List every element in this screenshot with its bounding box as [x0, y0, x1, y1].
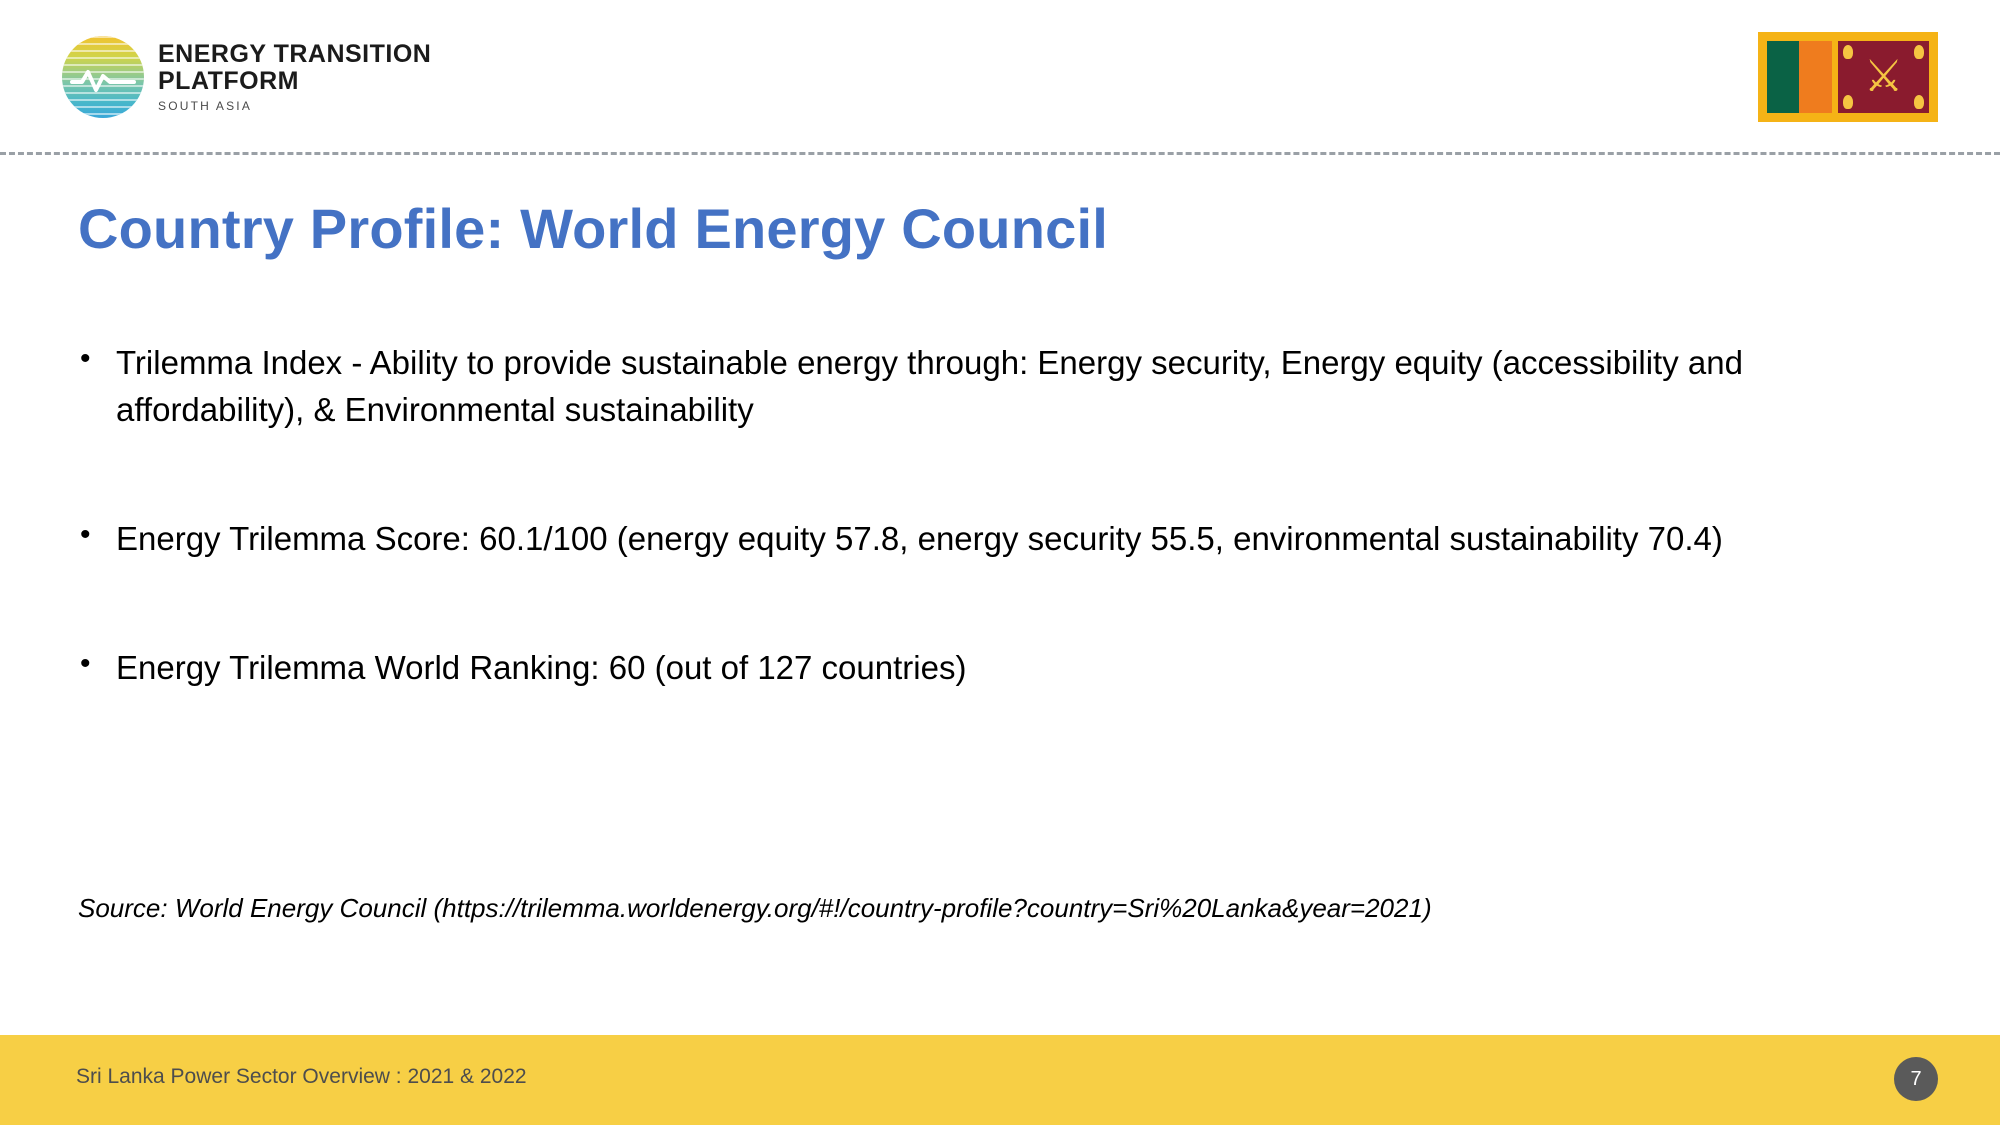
slide-footer: [0, 1035, 2000, 1125]
logo-line-3: SOUTH ASIA: [158, 98, 253, 113]
flag-stripe-green: [1767, 41, 1799, 113]
header-divider: [0, 152, 2000, 155]
list-item: • Trilemma Index - Ability to provide sustainable energy through: Energy security, Energy equity (accessibility and affordability), & Environmental sustainability: [78, 340, 1868, 434]
wave-icon: [70, 66, 136, 94]
slide-header: [0, 0, 2000, 152]
logo-line-1: ENERGY TRANSITION: [158, 39, 432, 68]
flag-lion-icon: ⚔: [1863, 52, 1904, 101]
source-note: Source: World Energy Council (https://trilemma.worldenergy.org/#!/country-profile?country=Sri%20Lanka&year=2021): [78, 893, 1432, 923]
list-item: • Energy Trilemma Score: 60.1/100 (energy equity 57.8, energy security 55.5, environmental sustainability 70.4): [78, 516, 1868, 563]
flag-leaf-icon: [1843, 45, 1853, 59]
flag-leaf-icon: [1914, 45, 1924, 59]
brand-logo: [62, 36, 431, 118]
flag-leaf-icon: [1843, 95, 1853, 109]
energy-transition-platform-logo-icon: [62, 36, 144, 118]
flag-maroon-field: [1838, 41, 1929, 113]
logo-line-2: PLATFORM: [158, 67, 300, 96]
page-number-badge: 7: [1894, 1057, 1938, 1101]
page-title: Country Profile: World Energy Council: [78, 197, 1108, 260]
sri-lanka-flag-icon: [1758, 32, 1938, 122]
flag-leaf-icon: [1914, 95, 1924, 109]
brand-logo-text: [158, 39, 432, 113]
list-item: • Energy Trilemma World Ranking: 60 (out of 127 countries): [78, 645, 1868, 692]
flag-stripe-orange: [1799, 41, 1831, 113]
footer-label: Sri Lanka Power Sector Overview : 2021 & 2022: [76, 1065, 527, 1088]
bullet-list: [78, 340, 1918, 773]
